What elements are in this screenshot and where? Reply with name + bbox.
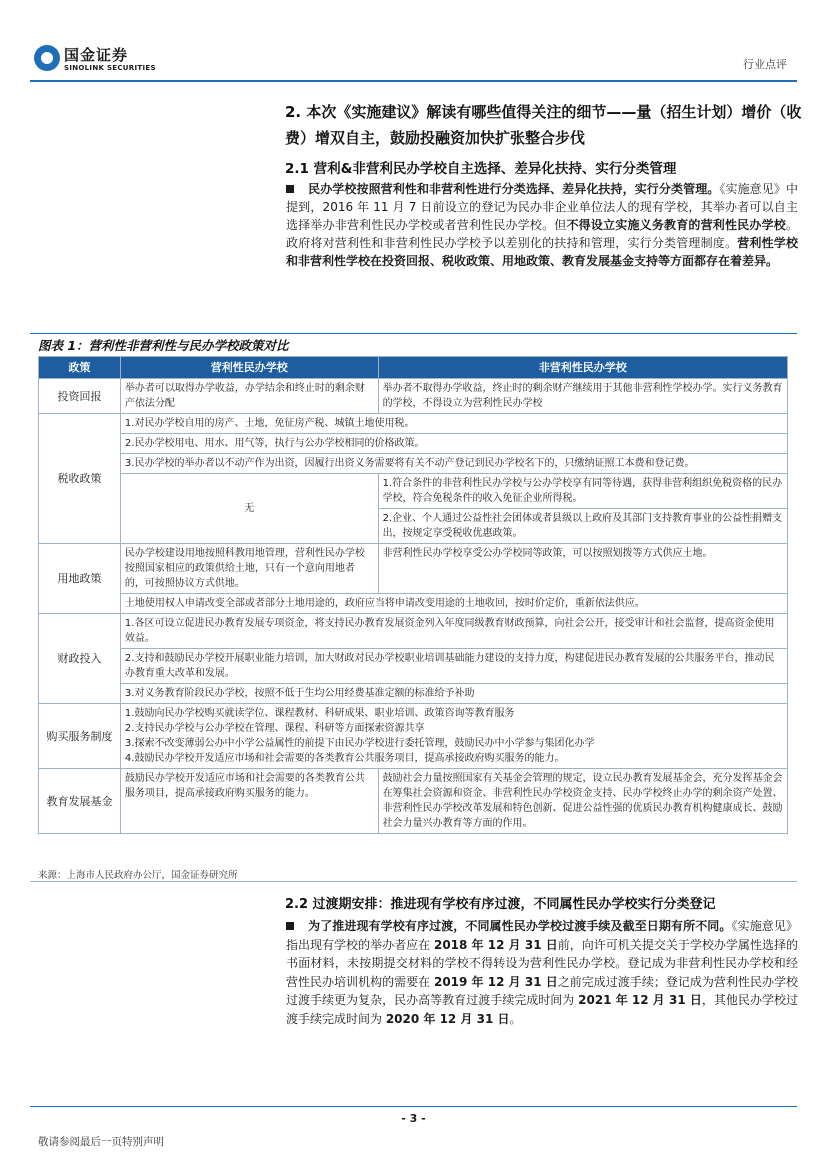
cell: 土地使用权人申请改变全部或者部分土地用途的，政府应当将申请改变用途的土地收回，按时价定价，重新依法供应。: [120, 594, 787, 614]
row-label-finance: 财政投入: [39, 614, 121, 704]
table-row: [39, 474, 788, 509]
row-label-land: 用地政策: [39, 544, 121, 614]
cell: 1.各区可设立促进民办教育发展专项资金，将支持民办教育发展资金列入年度同级教育财政预算，向社会公开，接受审计和社会监督，提高资金使用效益。: [120, 614, 787, 649]
logo-text-en: SINOLINK SECURITIES: [64, 64, 156, 72]
purchase-item: 3.探索不改变薄弱公办中小学公益属性的前提下由民办学校进行委托管理，鼓励民办中小学参与集团化办学: [124, 738, 595, 749]
row-label-purchase: 购买服务制度: [39, 704, 121, 769]
bullet-icon: [286, 922, 294, 930]
report-category: 行业点评: [743, 58, 787, 71]
figure-divider-top: [30, 333, 797, 334]
header-policy: 政策: [39, 357, 121, 379]
cell: 鼓励社会力量按照国家有关基金会管理的规定，设立民办教育发展基金会，充分发挥基金会在筹集社会资源和资金、非营利性民办学校资金支持、民办学校终止办学的剩余资产处置、非营利性民办学校改革发展和特色创新、促进公益性强的优质民办教育机构健康成长、鼓励社会力量兴办教育等方面的作用。: [378, 769, 787, 834]
purchase-item: 4.鼓励民办学校开发适应市场和社会需要的各类教育公共服务项目，提高承接政府购买服务的能力。: [124, 753, 565, 764]
row-label-investment: 投资回报: [39, 379, 121, 414]
section-title: 2. 本次《实施建议》解读有哪些值得关注的细节——量（招生计划）增价（收费）增双自主，鼓励投融资加快扩张整合步伐: [285, 103, 802, 147]
cell: 2.支持和鼓励民办学校开展职业能力培训，加大财政对民办学校职业培训基础能力建设的支持力度，构建促进民办教育发展的公共服务平台，推动民办教育重大改革和发展。: [120, 649, 787, 684]
row-label-tax: 税收政策: [39, 414, 121, 544]
table-row: [39, 414, 788, 434]
figure-divider-bottom: [30, 881, 797, 882]
policy-comparison-table: [38, 356, 788, 834]
cell: [120, 704, 787, 769]
table-row: [39, 704, 788, 769]
table-row: [39, 379, 788, 414]
cell: 举办者可以取得办学收益，办学结余和终止时的剩余财产依法分配: [120, 379, 378, 414]
table-row: [39, 544, 788, 594]
purchase-item: 2.支持民办学校与公办学校在管理、课程、科研等方面探索资源共享: [124, 723, 425, 734]
subsection-title-2-1: 2.1 营利&非营利民办学校自主选择、差异化扶持、实行分类管理: [285, 161, 677, 177]
purchase-item: 1.鼓励向民办学校购买就读学位、课程教材、科研成果、职业培训、政策咨询等教育服务: [124, 708, 515, 719]
table-header-row: [39, 357, 788, 379]
table-row: [39, 454, 788, 474]
paragraph-2-2: 为了推进现有学校有序过渡，不同属性民办学校过渡手续及截至日期有所不同。《实施意见》指出现有学校的举办者应在 2018 年 12 月 31 日前，向许可机关提交关于学校办学属性选择的书面材料，未按期提交材料的学校不得转设为营利性民办学校。登记成为非营利性民办学校和经营性民办培训机构的需要在 2019 年 12 月 31 日之前完成过渡手续；登记成为营利性民办学校过渡手续更为复杂，民办高等教育过渡手续完成时间为 2021 年 12 月 31 日，其他民办学校过渡手续完成时间为 2020 年 12 月 31 日。: [286, 919, 798, 1026]
header-nonprofit: 非营利性民办学校: [378, 357, 787, 379]
table-row: [39, 649, 788, 684]
table-row: [39, 614, 788, 649]
cell: 非营利性民办学校享受公办学校同等政策，可以按照划拨等方式供应土地。: [378, 544, 787, 594]
table-row: [39, 434, 788, 454]
cell: 3.民办学校的举办者以不动产作为出资，因履行出资义务需要将有关不动产登记到民办学校名下的，只缴纳证照工本费和登记费。: [120, 454, 787, 474]
cell: 民办学校建设用地按照科教用地管理，营利性民办学校按照国家相应的政策供给土地，只有一个意向用地者的，可按照协议方式供地。: [120, 544, 378, 594]
logo-text-cn: 国金证券: [64, 46, 129, 64]
cell: 鼓励民办学校开发适应市场和社会需要的各类教育公共服务项目，提高承接政府购买服务的能力。: [120, 769, 378, 834]
bullet-icon: [286, 185, 294, 193]
page-number: - 3 -: [401, 1112, 426, 1125]
cell: 3.对义务教育阶段民办学校，按照不低于生均公用经费基准定额的标准给予补助: [120, 684, 787, 704]
paragraph-2-1: 民办学校按照营利性和非营利性进行分类选择、差异化扶持，实行分类管理。《实施意见》中提到，2016 年 11 月 7 日前设立的登记为民办非企业单位法人的现有学校，其举办者可以自主选择举办非营利性民办学校或者营利性民办学校。但不得设立实施义务教育的营利性民办学校。政府将对营利性和非营利性民办学校予以差别化的扶持和管理，实行分类管理制度。营利性学校和非营利性学校在投资回报、税收政策、用地政策、教育发展基金支持等方面都存在着差异。: [286, 182, 798, 268]
header-profit: 营利性民办学校: [120, 357, 378, 379]
disclaimer-note: 敬请参阅最后一页特别声明: [38, 1136, 164, 1148]
cell: 举办者不取得办学收益，终止时的剩余财产继续用于其他非营利性学校办学。实行义务教育的学校，不得设立为营利性民办学校: [378, 379, 787, 414]
cell: 2.民办学校用电、用水、用气等，执行与公办学校相同的价格政策。: [120, 434, 787, 454]
footer-divider: [30, 1106, 797, 1107]
table-row: [39, 684, 788, 704]
row-label-fund: 教育发展基金: [39, 769, 121, 834]
figure-source: 来源：上海市人民政府办公厅，国金证券研究所: [38, 870, 238, 881]
cell: 无: [120, 474, 378, 544]
cell: 1.对民办学校自用的房产、土地，免征房产税、城镇土地使用税。: [120, 414, 787, 434]
cell: 1.符合条件的非营利性民办学校与公办学校享有同等待遇，获得非营利组织免税资格的民办学校，符合免税条件的收入免征企业所得税。: [378, 474, 787, 509]
table-row: [39, 769, 788, 834]
header-divider: [30, 80, 797, 82]
cell: 2.企业、个人通过公益性社会团体或者县级以上政府及其部门支持教育事业的公益性捐赠支出，按规定享受税收优惠政策。: [378, 509, 787, 544]
subsection-title-2-2: 2.2 过渡期安排：推进现有学校有序过渡，不同属性民办学校实行分类登记: [285, 897, 716, 912]
table-row: [39, 594, 788, 614]
logo-icon: [34, 45, 60, 71]
figure-title: 图表 1：营利性非营利性与民办学校政策对比: [38, 338, 289, 353]
